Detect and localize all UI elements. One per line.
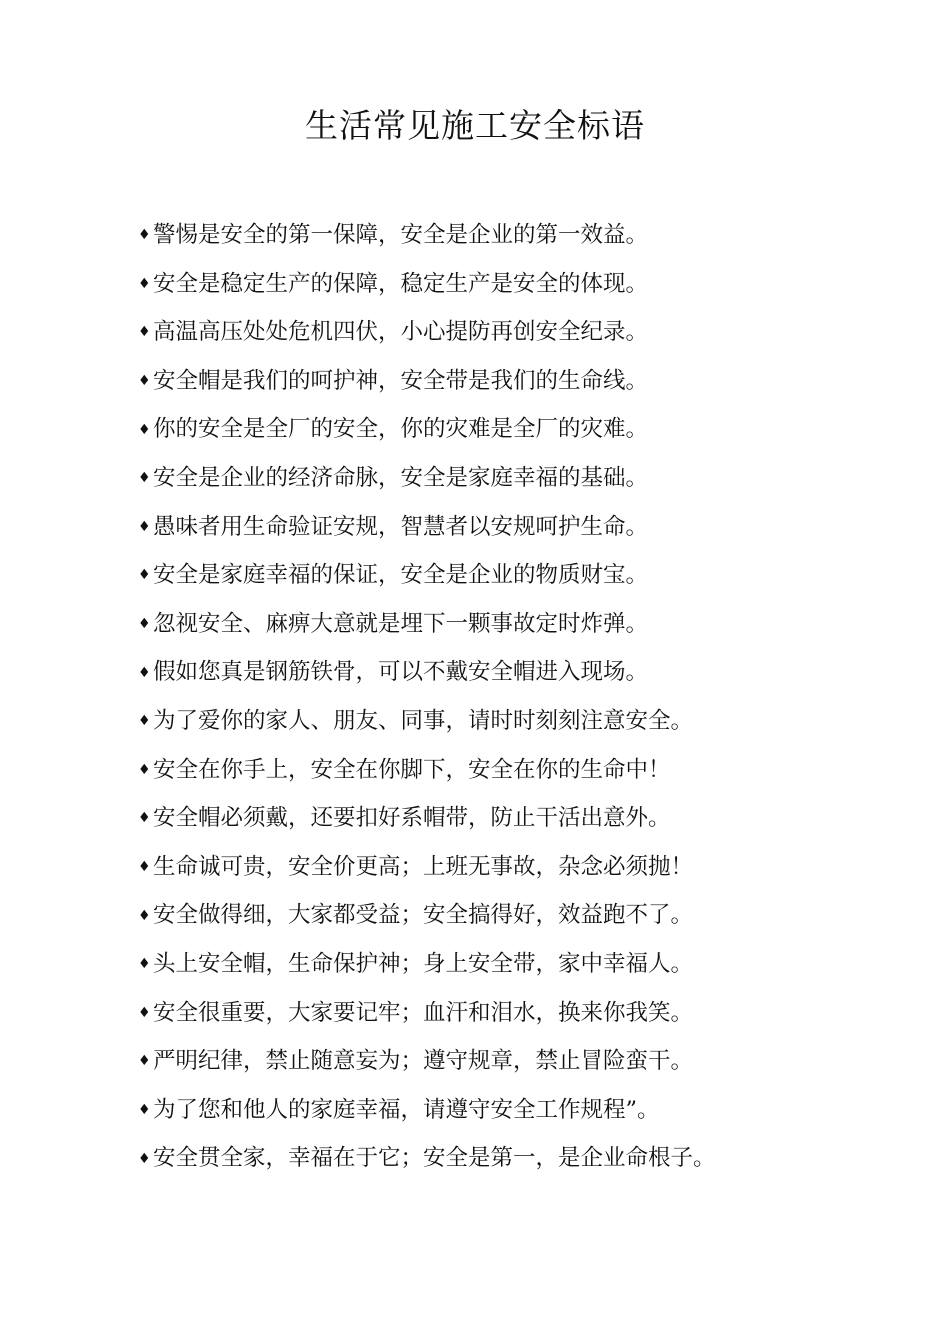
- slogan-item: [138, 600, 898, 649]
- diamond-bullet-icon: ♦: [138, 1004, 151, 1021]
- diamond-bullet-icon: ♦: [138, 616, 151, 633]
- slogan-item: [138, 794, 898, 843]
- slogan-text: 为了爱你的家人、朋友、同事，请时时刻刻注意安全。: [153, 707, 694, 734]
- diamond-bullet-icon: ♦: [138, 713, 151, 730]
- slogan-item: [138, 308, 898, 357]
- diamond-bullet-icon: ♦: [138, 518, 151, 535]
- slogan-text: 生命诚可贵，安全价更高；上班无事故，杂念必须抛！: [153, 853, 694, 880]
- slogan-text: 头上安全帽，生命保护神；身上安全带，家中幸福人。: [153, 950, 694, 977]
- slogan-list: [138, 211, 898, 1183]
- diamond-bullet-icon: ♦: [138, 324, 151, 341]
- slogan-text: 为了您和他人的家庭幸福，请遵守安全工作规程”。: [153, 1096, 660, 1123]
- slogan-text: 安全在你手上，安全在你脚下，安全在你的生命中！: [153, 756, 671, 783]
- slogan-text: 愚味者用生命验证安规，智慧者以安规呵护生命。: [153, 513, 649, 540]
- slogan-text: 假如您真是钢筋铁骨，可以不戴安全帽进入现场。: [153, 659, 649, 686]
- slogan-item: [138, 260, 898, 309]
- slogan-text: 警惕是安全的第一保障，安全是企业的第一效益。: [153, 222, 649, 248]
- slogan-item: [138, 940, 898, 989]
- slogan-item: [138, 1037, 898, 1086]
- slogan-item: [138, 551, 898, 600]
- slogan-text: 安全是稳定生产的保障，稳定生产是安全的体现。: [153, 270, 649, 297]
- diamond-bullet-icon: ♦: [138, 421, 151, 438]
- slogan-text: 严明纪律，禁止随意妄为；遵守规章，禁止冒险蛮干。: [153, 1048, 694, 1075]
- slogan-text: 安全贯全家，幸福在于它；安全是第一，是企业命根子。: [153, 1145, 716, 1172]
- slogan-item: [138, 891, 898, 940]
- diamond-bullet-icon: ♦: [138, 470, 151, 487]
- slogan-item: [138, 746, 898, 795]
- slogan-item: [138, 405, 898, 454]
- diamond-bullet-icon: ♦: [138, 907, 151, 924]
- slogan-item: [138, 648, 898, 697]
- slogan-item: [138, 989, 898, 1038]
- diamond-bullet-icon: ♦: [138, 227, 151, 244]
- diamond-bullet-icon: ♦: [138, 761, 151, 778]
- slogan-item: [138, 454, 898, 503]
- slogan-item: [138, 211, 898, 260]
- diamond-bullet-icon: ♦: [138, 664, 151, 681]
- diamond-bullet-icon: ♦: [138, 956, 151, 973]
- slogan-text: 忽视安全、麻痹大意就是埋下一颗事故定时炸弹。: [153, 610, 649, 637]
- slogan-item: [138, 357, 898, 406]
- slogan-item: [138, 1134, 898, 1183]
- diamond-bullet-icon: ♦: [138, 275, 151, 292]
- diamond-bullet-icon: ♦: [138, 1053, 151, 1070]
- diamond-bullet-icon: ♦: [138, 1101, 151, 1118]
- slogan-text: 你的安全是全厂的安全，你的灾难是全厂的灾难。: [153, 416, 649, 443]
- diamond-bullet-icon: ♦: [138, 567, 151, 584]
- slogan-item: [138, 843, 898, 892]
- slogan-item: [138, 697, 898, 746]
- document-title: 生活常见施工安全标语: [305, 106, 645, 145]
- slogan-text: 安全帽必须戴，还要扣好系帽带，防止干活出意外。: [153, 805, 671, 832]
- slogan-item: [138, 503, 898, 552]
- slogan-text: 安全是企业的经济命脉，安全是家庭幸福的基础。: [153, 464, 649, 491]
- diamond-bullet-icon: ♦: [138, 373, 151, 390]
- diamond-bullet-icon: ♦: [138, 1150, 151, 1167]
- slogan-text: 安全做得细，大家都受益；安全搞得好，效益跑不了。: [153, 902, 694, 929]
- diamond-bullet-icon: ♦: [138, 859, 151, 876]
- slogan-text: 高温高压处处危机四伏，小心提防再创安全纪录。: [153, 319, 649, 346]
- slogan-text: 安全很重要，大家要记牢；血汗和泪水，换来你我笑。: [153, 999, 694, 1026]
- slogan-text: 安全是家庭幸福的保证，安全是企业的物质财宝。: [153, 562, 649, 589]
- diamond-bullet-icon: ♦: [138, 810, 151, 827]
- slogan-item: [138, 1086, 898, 1135]
- slogan-text: 安全帽是我们的呵护神，安全带是我们的生命线。: [153, 367, 649, 394]
